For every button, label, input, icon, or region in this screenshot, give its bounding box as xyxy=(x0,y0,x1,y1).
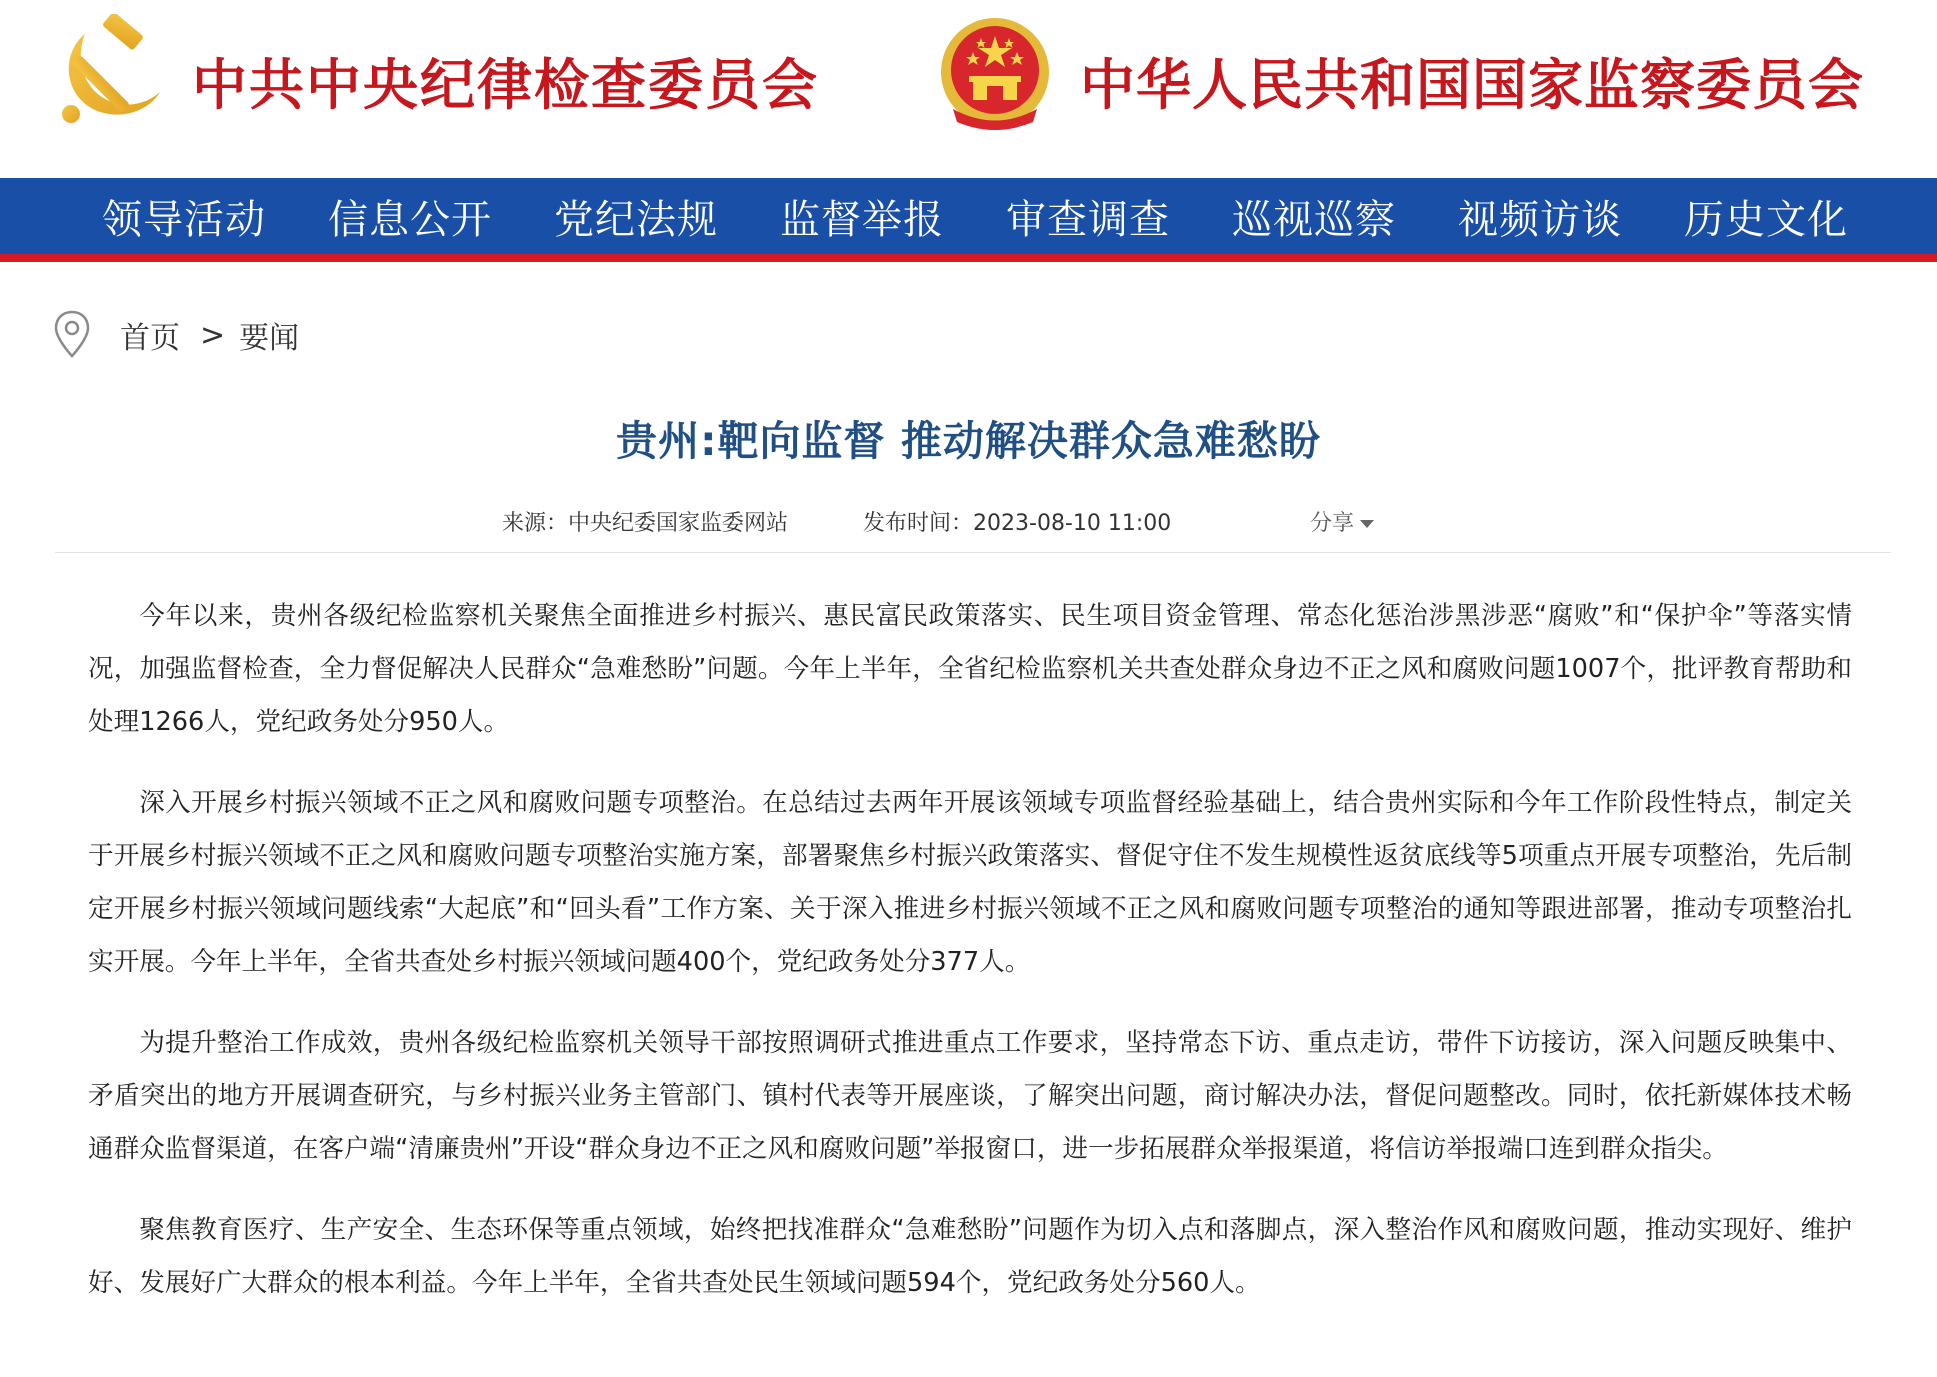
article-meta xyxy=(0,506,1937,542)
time-label: 发布时间： xyxy=(863,511,974,536)
article-paragraph: 今年以来，贵州各级纪检监察机关聚焦全面推进乡村振兴、惠民富民政策落实、民生项目资金管理、常态化惩治涉黑涉恶“腐败”和“保护伞”等落实情况，加强监督检查，全力督促解决人民群众“急难愁盼”问题。今年上半年，全省纪检监察机关共查处群众身边不正之风和腐败问题1007个，批评教育帮助和处理1266人，党纪政务处分950人。 xyxy=(88,601,1852,737)
nav-item-regulations[interactable]: 党纪法规 xyxy=(554,196,718,243)
breadcrumb-current[interactable]: 要闻 xyxy=(239,321,300,356)
article-paragraph: 聚焦教育医疗、生产安全、生态环保等重点领域，始终把找准群众“急难愁盼”问题作为切入点和落脚点，深入整治作风和腐败问题，推动实现好、维护好、发展好广大群众的根本利益。今年上半年，全省共查处民生领域问题594个，党纪政务处分560人。 xyxy=(88,1215,1852,1298)
nav-item-history[interactable]: 历史文化 xyxy=(1684,196,1848,243)
left-site-title: 中共中央纪律检查委员会 xyxy=(192,52,820,117)
share-button[interactable] xyxy=(1310,506,1374,537)
share-label: 分享 xyxy=(1310,511,1355,536)
breadcrumb-home[interactable]: 首页 xyxy=(120,321,180,356)
article-paragraph: 为提升整治工作成效，贵州各级纪检监察机关领导干部按照调研式推进重点工作要求，坚持常态下访、重点走访，带件下访接访，深入问题反映集中、矛盾突出的地方开展调查研究，与乡村振兴业务主管部门、镇村代表等开展座谈，了解突出问题，商讨解决办法，督促问题整改。同时，依托新媒体技术畅通群众监督渠道，在客户端“清廉贵州”开设“群众身边不正之风和腐败问题”举报窗口，进一步拓展群众举报渠道，将信访举报端口连到群众指尖。 xyxy=(88,1028,1852,1164)
article-time xyxy=(863,506,1171,537)
main-nav xyxy=(0,178,1937,262)
time-value: 2023-08-10 11:00 xyxy=(973,511,1172,536)
breadcrumb xyxy=(52,310,299,360)
location-pin-icon xyxy=(52,309,92,361)
source-value: 中央纪委国家监委网站 xyxy=(568,511,789,536)
article-source xyxy=(502,506,788,537)
nav-item-investigation[interactable]: 审查调查 xyxy=(1006,196,1170,243)
chevron-down-icon xyxy=(1360,520,1374,528)
article-body xyxy=(88,590,1852,1338)
nav-item-video[interactable]: 视频访谈 xyxy=(1458,196,1622,243)
breadcrumb-separator: > xyxy=(200,317,226,353)
article-paragraph: 深入开展乡村振兴领域不正之风和腐败问题专项整治。在总结过去两年开展该领域专项监督经验基础上，结合贵州实际和今年工作阶段性特点，制定关于开展乡村振兴领域不正之风和腐败问题专项整治实施方案，部署聚焦乡村振兴政策落实、督促守住不发生规模性返贫底线等5项重点开展专项整治，先后制定开展乡村振兴领域问题线索“大起底”和“回头看”工作方案、关于深入推进乡村振兴领域不正之风和腐败问题专项整治的通知等跟进部署，推动专项整治扎实开展。今年上半年，全省共查处乡村振兴领域问题400个，党纪政务处分377人。 xyxy=(88,788,1852,977)
nav-item-inspection[interactable]: 巡视巡察 xyxy=(1232,196,1396,243)
article-title: 贵州:靶向监督 推动解决群众急难愁盼 xyxy=(616,417,1321,465)
national-emblem-icon[interactable] xyxy=(935,14,1055,134)
right-site-title: 中华人民共和国国家监察委员会 xyxy=(1080,52,1865,117)
nav-item-info-disclosure[interactable]: 信息公开 xyxy=(328,196,492,243)
divider xyxy=(55,552,1891,553)
site-header xyxy=(0,0,1937,178)
nav-item-leadership[interactable]: 领导活动 xyxy=(102,196,266,243)
source-label: 来源： xyxy=(502,511,569,536)
party-emblem-icon[interactable] xyxy=(55,14,170,129)
nav-item-report[interactable]: 监督举报 xyxy=(780,196,944,243)
